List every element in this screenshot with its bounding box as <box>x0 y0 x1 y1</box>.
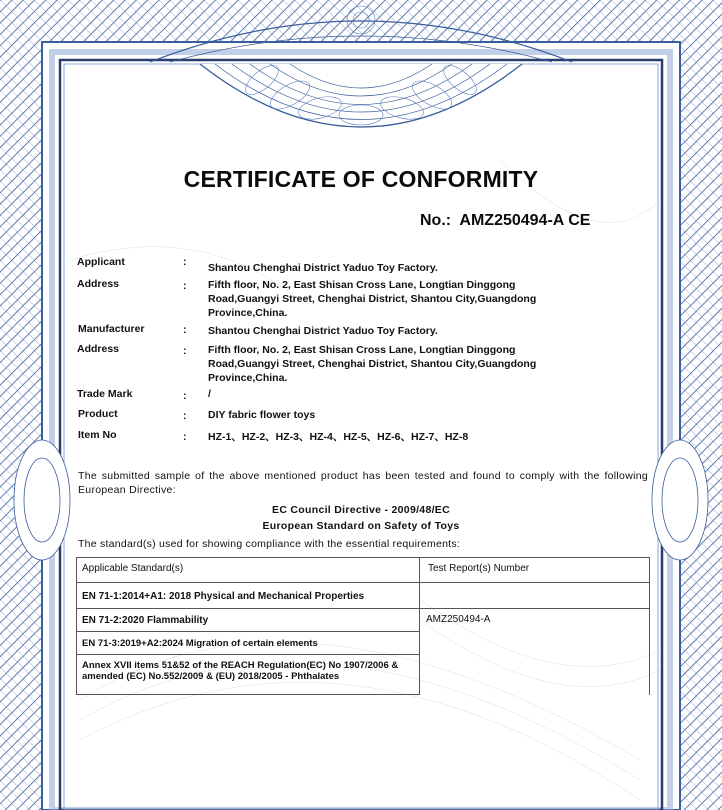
directive: EC Council Directive - 2009/48/EC <box>272 504 450 516</box>
table-row: EN 71-3:2019+A2:2024 Migration of certain elements <box>82 638 318 649</box>
applicant-value: Shantou Chenghai District Yaduo Toy Factory. <box>208 262 438 274</box>
compliance-statement: The submitted sample of the above mentioned product has been tested and found to comply with the following European Directive: <box>78 470 648 496</box>
table-row: Annex XVII items 51&52 of the REACH Regulation(EC) No 1907/2006 & amended (EC) No.552/2009 & (EU) 2018/2005 - Phthalates <box>82 660 399 682</box>
manufacturer-address-colon: : <box>183 345 187 357</box>
item-no-colon: : <box>183 431 187 443</box>
applicant-address-label: Address <box>77 278 120 290</box>
certificate-number <box>420 212 650 230</box>
product-label: Product <box>78 408 118 420</box>
manufacturer-colon: : <box>183 324 187 336</box>
trade-mark-value: / <box>208 388 211 400</box>
trade-mark-label: Trade Mark <box>77 388 133 400</box>
trade-mark-colon: : <box>183 390 187 402</box>
table-row: EN 71-2:2020 Flammability <box>82 615 209 626</box>
applicant-address-colon: : <box>183 280 187 292</box>
test-report-number: AMZ250494-A <box>426 614 491 625</box>
product-value: DIY fabric flower toys <box>208 409 316 421</box>
applicant-label: Applicant <box>77 256 125 268</box>
manufacturer-label: Manufacturer <box>78 323 145 335</box>
product-colon: : <box>183 410 187 422</box>
certificate-number-label: No.: <box>420 212 452 229</box>
standard-title: European Standard on Safety of Toys <box>262 520 460 532</box>
item-no-label: Item No <box>78 429 117 441</box>
table-header-report: Test Report(s) Number <box>428 563 530 574</box>
table-header-standard: Applicable Standard(s) <box>82 563 184 574</box>
certificate-title: CERTIFICATE OF CONFORMITY <box>183 166 539 192</box>
applicant-address-value: Fifth floor, No. 2, East Shisan Cross Lane, Longtian Dinggong Road,Guangyi Street, Chenghai District, Shantou City,Guangdong Province,China. <box>208 279 537 319</box>
applicant-colon: : <box>183 256 187 268</box>
manufacturer-address-label: Address <box>77 343 120 355</box>
compliance-intro: The standard(s) used for showing compliance with the essential requirements: <box>78 538 461 550</box>
table-row: EN 71-1:2014+A1: 2018 Physical and Mechanical Properties <box>82 591 365 602</box>
manufacturer-value: Shantou Chenghai District Yaduo Toy Factory. <box>208 325 438 337</box>
manufacturer-address-value: Fifth floor, No. 2, East Shisan Cross Lane, Longtian Dinggong Road,Guangyi Street, Chenghai District, Shantou City,Guangdong Province,China. <box>208 344 537 384</box>
certificate-number-value: AMZ250494-A CE <box>459 212 591 229</box>
item-no-value: HZ-1、HZ-2、HZ-3、HZ-4、HZ-5、HZ-6、HZ-7、HZ-8 <box>208 431 469 443</box>
